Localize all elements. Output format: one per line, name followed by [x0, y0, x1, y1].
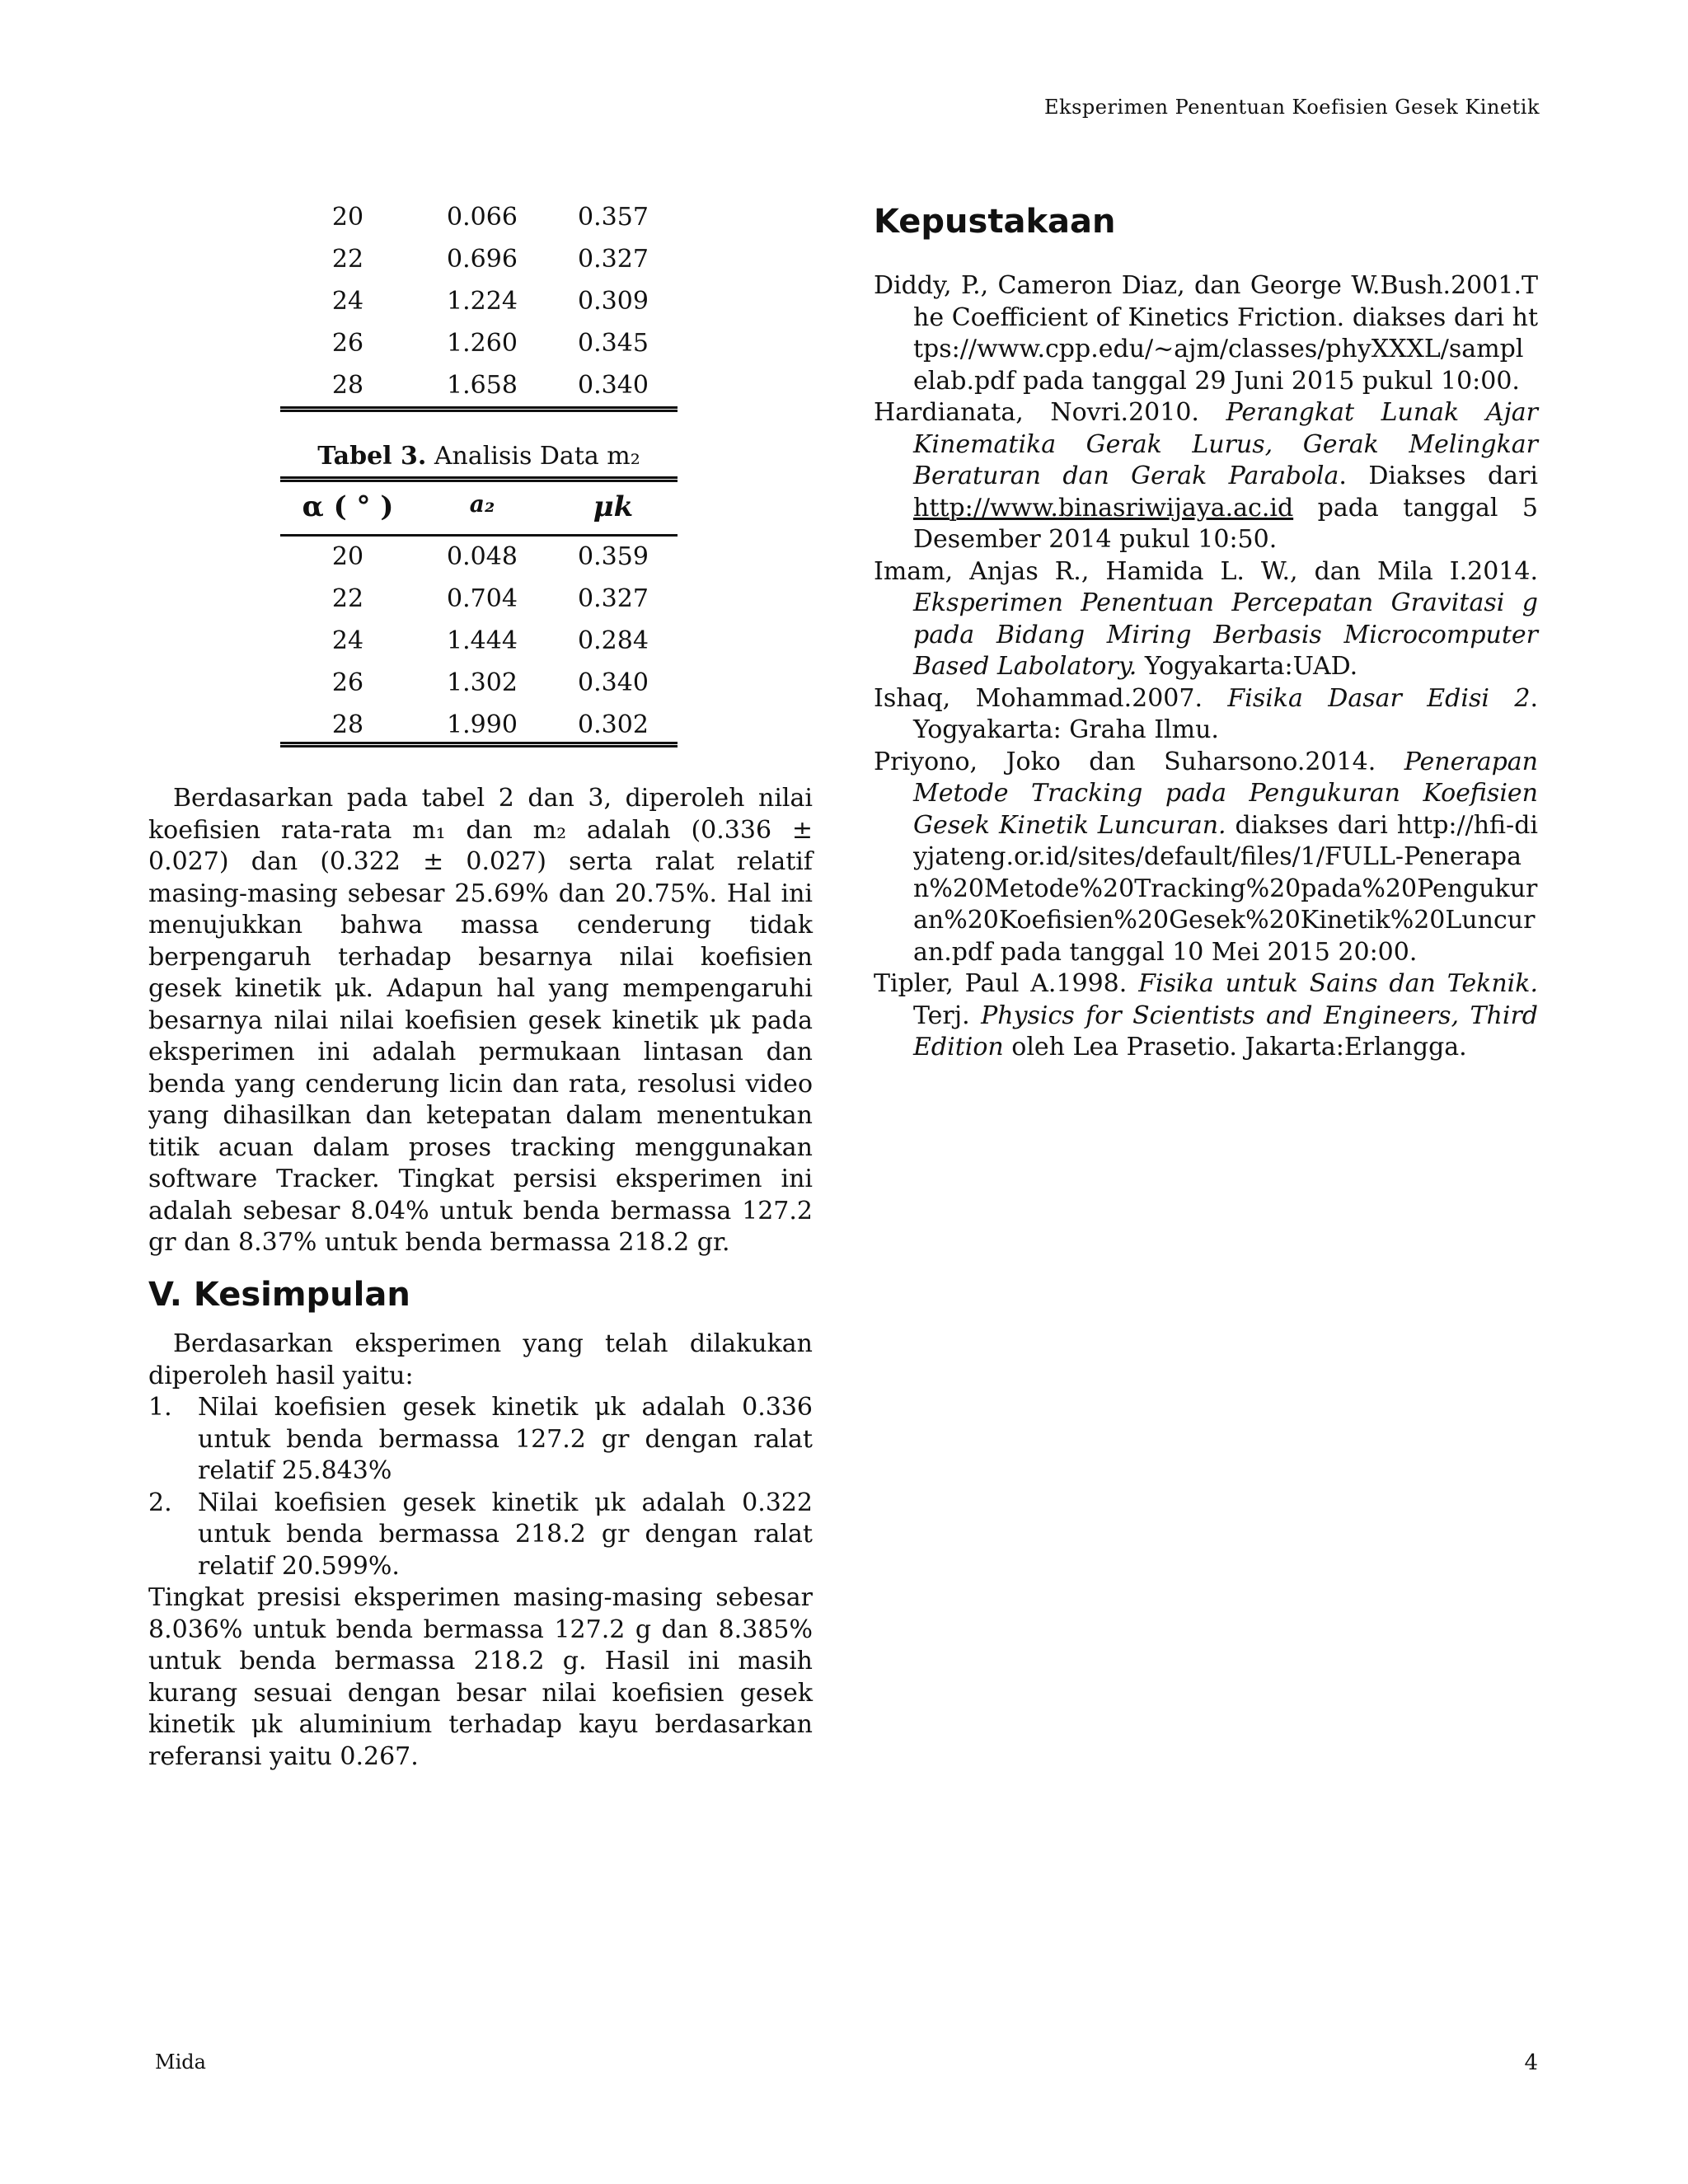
ref-text: oleh Lea Prasetio. Jakarta:Erlangga.	[1003, 1033, 1467, 1062]
cell-a: 1.658	[447, 371, 518, 400]
ref-title: Fisika Dasar Edisi 2	[1227, 683, 1531, 713]
reference-item	[874, 270, 1538, 397]
cell-a: 1.990	[447, 710, 518, 739]
table-row	[280, 238, 678, 280]
ref-title: Perangkat Lunak Ajar Kinematika Gerak Lurus, Gerak Melingkar Beraturan dan Gerak Parabola	[913, 398, 1538, 490]
table-3-bottom-rule	[280, 742, 678, 748]
ref-text: pada tanggal 5 Desember 2014 pukul 10:50.	[913, 493, 1538, 554]
table-row	[280, 704, 678, 746]
cell-mu: 0.359	[578, 542, 649, 571]
reference-list	[874, 270, 1538, 1064]
ref-authors: Ishaq, Mohammad.2007.	[874, 683, 1228, 713]
conclusion-body	[148, 1329, 813, 1773]
table-row	[280, 662, 678, 704]
ref-authors: Priyono, Joko dan Suharsono.2014.	[874, 747, 1404, 776]
page-number: 4	[1524, 2050, 1538, 2075]
ref-text: diakses dari http://hfi-diyjateng.or.id/sites/default/files/1/FULL-Penerapan%20Metode%20Tracking%20pada%20Pengukuran%20Koefisien%20Gesek%20Kinetik%20Luncuran.pdf pada tanggal 10 Mei 2015 20:00.	[913, 810, 1538, 967]
table-row	[280, 364, 678, 406]
table-3-caption	[280, 442, 678, 471]
cell-alpha: 20	[331, 203, 364, 232]
section-heading-kesimpulan: V. Kesimpulan	[148, 1276, 410, 1314]
cell-mu: 0.340	[578, 371, 649, 400]
header-mu: μk	[593, 490, 634, 523]
cell-a: 1.260	[447, 329, 518, 358]
ref-title: Fisika untuk Sains dan Teknik.	[1138, 969, 1538, 998]
ref-text: Yogyakarta:UAD.	[1137, 652, 1358, 681]
cell-mu: 0.309	[578, 287, 649, 316]
cell-mu: 0.327	[578, 584, 649, 613]
ref-link[interactable]: http://www.binasriwijaya.ac.id	[913, 493, 1294, 523]
caption-label: Tabel 3.	[317, 442, 427, 471]
table-3-header-row	[280, 490, 678, 523]
cell-alpha: 22	[331, 245, 364, 274]
table-3-body	[280, 536, 678, 746]
table-row	[280, 536, 678, 578]
table-row	[280, 578, 678, 620]
ref-authors: Tipler, Paul A.1998.	[874, 969, 1139, 998]
cell-alpha: 28	[331, 710, 364, 739]
reference-item	[874, 397, 1538, 556]
caption-text: Analisis Data m₂	[434, 442, 640, 471]
table-row	[280, 322, 678, 364]
list-number: 2.	[148, 1488, 172, 1517]
reference-item	[874, 683, 1538, 747]
cell-a: 1.302	[447, 668, 518, 697]
table-2-body	[280, 196, 678, 406]
cell-alpha: 22	[331, 584, 364, 613]
list-number: 1.	[148, 1393, 172, 1422]
cell-mu: 0.302	[578, 710, 649, 739]
cell-mu: 0.357	[578, 203, 649, 232]
list-item	[148, 1488, 813, 1583]
cell-mu: 0.345	[578, 329, 649, 358]
running-header: Eksperimen Penentuan Koefisien Gesek Kinetik	[1044, 96, 1540, 119]
ref-authors: Hardianata, Novri.2010.	[874, 398, 1226, 427]
ref-text: . Yogyakarta: Graha Ilmu.	[913, 683, 1538, 744]
cell-alpha: 28	[331, 371, 364, 400]
ref-title-original: Physics for Scientists and Engineers, Third Edition	[913, 1001, 1539, 1062]
table-row	[280, 280, 678, 322]
discussion-text: Berdasarkan pada tabel 2 dan 3, diperoleh nilai koefisien rata-rata m₁ dan m₂ adalah (0.336 ± 0.027) dan (0.322 ± 0.027) serta ralat relatif masing-masing sebesar 25.69% dan 20.75%. Hal ini menujukkan bahwa massa cenderung tidak berpengaruh terhadap besarnya nilai koefisien gesek kinetik μk. Adapun hal yang mempengaruhi besarnya nilai nilai koefisien gesek kinetik μk pada eksperimen ini adalah permukaan lintasan dan benda yang cenderung licin dan rata, resolusi video yang dihasilkan dan ketepatan dalam menentukan titik acuan dalam proses tracking menggunakan software Tracker. Tingkat persisi eksperimen ini adalah sebesar 8.04% untuk benda bermassa 127.2 gr dan 8.37% untuk benda bermassa 218.2 gr.	[148, 784, 813, 1257]
discussion-paragraph	[148, 783, 813, 1259]
cell-a: 0.048	[447, 542, 518, 571]
header-alpha: α ( ° )	[302, 490, 394, 523]
cell-a: 0.066	[447, 203, 518, 232]
ref-title: Penerapan Metode Tracking pada Pengukuran Koefisien Gesek Kinetik Luncuran.	[913, 747, 1538, 840]
cell-a: 1.224	[447, 287, 518, 316]
cell-mu: 0.327	[578, 245, 649, 274]
footer-author: Mida	[155, 2050, 206, 2074]
cell-alpha: 24	[331, 626, 364, 655]
ref-title: Eksperimen Penentuan Percepatan Gravitasi g pada Bidang Miring Berbasis Microcomputer Based Labolatory.	[913, 588, 1538, 681]
cell-alpha: 26	[331, 329, 364, 358]
section-heading-kepustakaan: Kepustakaan	[874, 203, 1116, 241]
cell-a: 0.704	[447, 584, 518, 613]
ref-text: . Diakses dari	[1339, 462, 1539, 490]
conclusion-intro: Berdasarkan eksperimen yang telah dilakukan diperoleh hasil yaitu:	[148, 1329, 813, 1390]
cell-alpha: 20	[331, 542, 364, 571]
cell-alpha: 24	[331, 287, 364, 316]
table-row	[280, 620, 678, 662]
conclusion-closing: Tingkat presisi eksperimen masing-masing sebesar 8.036% untuk benda bermassa 127.2 g dan 8.385% untuk benda bermassa 218.2 g. Hasil ini masih kurang sesuai dengan besar nilai koefisien gesek kinetik μk aluminium terhadap kayu berdasarkan referansi yaitu 0.267.	[148, 1583, 813, 1771]
ref-text: Terj.	[913, 1001, 982, 1030]
reference-item	[874, 556, 1538, 683]
table-row	[280, 196, 678, 238]
cell-mu: 0.284	[578, 626, 649, 655]
table-2-bottom-rule	[280, 406, 678, 412]
cell-a: 0.696	[447, 245, 518, 274]
ref-text: Diddy, P., Cameron Diaz, dan George W.Bush.2001.The Coefficient of Kinetics Friction. diakses dari https://www.cpp.edu/~ajm/classes/phyXXXL/samplelab.pdf pada tanggal 29 Juni 2015 pukul 10:00.	[874, 271, 1538, 396]
reference-item	[874, 747, 1538, 969]
reference-item	[874, 968, 1538, 1064]
list-text: Nilai koefisien gesek kinetik μk adalah 0.322 untuk benda bermassa 218.2 gr dengan ralat relatif 20.599%.	[198, 1488, 813, 1581]
ref-authors: Imam, Anjas R., Hamida L. W., dan Mila I.2014.	[874, 556, 1538, 586]
header-a2: a₂	[469, 490, 495, 518]
cell-a: 1.444	[447, 626, 518, 655]
table-3-top-rule	[280, 476, 678, 482]
cell-mu: 0.340	[578, 668, 649, 697]
list-text: Nilai koefisien gesek kinetik μk adalah 0.336 untuk benda bermassa 127.2 gr dengan ralat relatif 25.843%	[198, 1393, 813, 1485]
list-item	[148, 1392, 813, 1488]
cell-alpha: 26	[331, 668, 364, 697]
